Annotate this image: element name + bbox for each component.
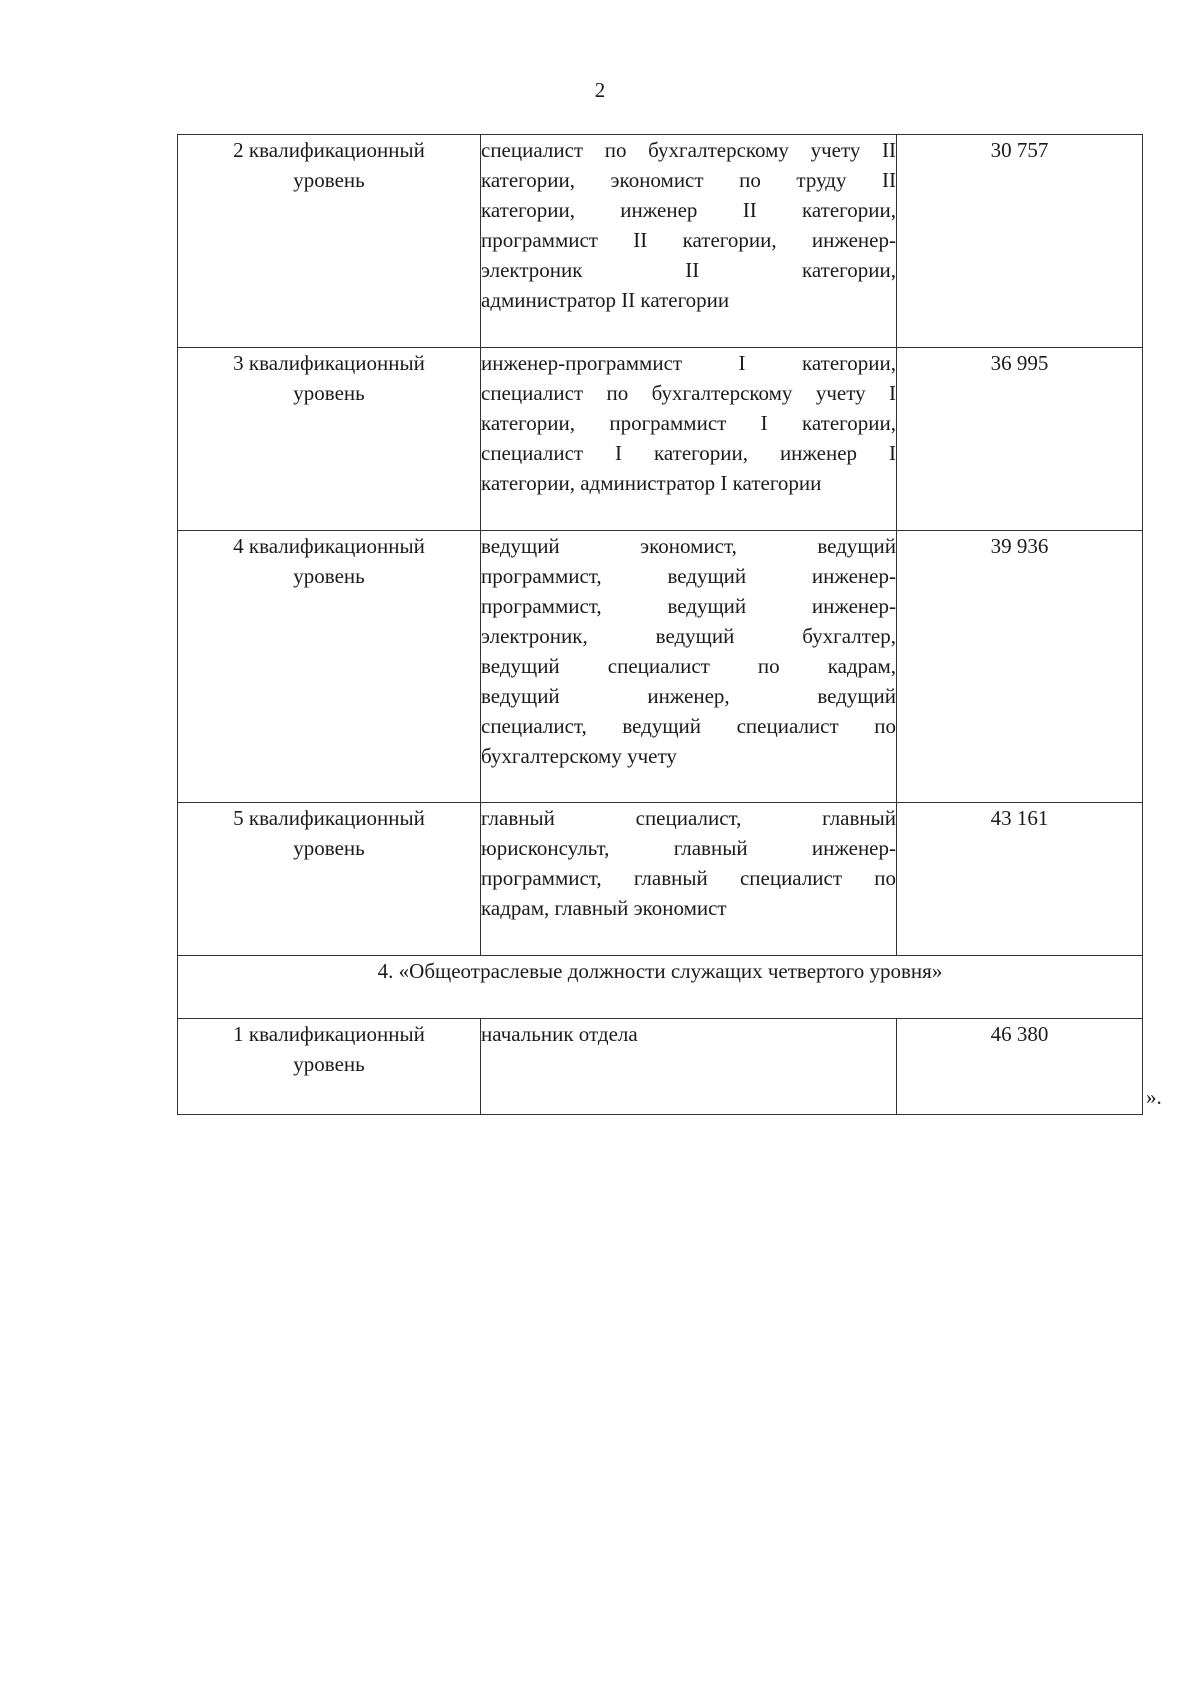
table-row (178, 803, 1143, 956)
position-text-line: юрисконсульт, главный инженер- (481, 836, 896, 860)
salary-cell: 36 995 (897, 348, 1143, 531)
positions-cell (481, 135, 897, 348)
salary-cell: 43 161 (897, 803, 1143, 956)
position-text-line: специалист по бухгалтерскому учету II (481, 138, 896, 162)
positions-cell (481, 531, 897, 803)
positions-cell (481, 803, 897, 956)
position-text-line: администратор II категории (481, 288, 730, 312)
positions-cell (481, 348, 897, 531)
salary-cell: 46 380 (897, 1019, 1143, 1115)
position-text-line: специалист, ведущий специалист по (481, 714, 896, 738)
salary-cell: 30 757 (897, 135, 1143, 348)
qualification-level-label: 4 квалификационный (233, 534, 425, 558)
position-text-line: бухгалтерскому учету (481, 744, 677, 768)
table-row (178, 135, 1143, 348)
position-text-line: категории, экономист по труду II (481, 168, 896, 192)
position-text-line: программист, ведущий инженер- (481, 564, 896, 588)
salary-table (177, 134, 1143, 1115)
qualification-level-label: уровень (293, 564, 365, 588)
qualification-level-label: уровень (293, 168, 365, 192)
qualification-level-label: уровень (293, 1052, 365, 1076)
positions-cell (481, 1019, 897, 1115)
position-text-line: категории, администратор I категории (481, 471, 822, 495)
table-row (178, 1019, 1143, 1115)
qualification-level-cell (178, 1019, 481, 1115)
salary-cell: 39 936 (897, 531, 1143, 803)
position-text-line: ведущий инженер, ведущий (481, 684, 896, 708)
qualification-level-label: уровень (293, 381, 365, 405)
position-text-line: ведущий специалист по кадрам, (481, 654, 896, 678)
qualification-level-cell (178, 348, 481, 531)
closing-quote-mark: ». (1146, 1085, 1162, 1109)
qualification-level-label: 1 квалификационный (233, 1022, 425, 1046)
position-text-line: начальник отдела (481, 1022, 638, 1046)
qualification-level-cell (178, 531, 481, 803)
qualification-level-cell (178, 803, 481, 956)
qualification-level-label: уровень (293, 836, 365, 860)
position-text-line: специалист I категории, инженер I (481, 441, 896, 465)
position-text-line: электроник II категории, (481, 258, 896, 282)
position-text-line: программист, ведущий инженер- (481, 594, 896, 618)
page-number: 2 (594, 78, 606, 102)
table-row (178, 531, 1143, 803)
position-text-line: специалист по бухгалтерскому учету I (481, 381, 896, 405)
position-text-line: программист II категории, инженер- (481, 228, 896, 252)
qualification-level-label: 5 квалификационный (233, 806, 425, 830)
position-text-line: ведущий экономист, ведущий (481, 534, 896, 558)
position-text-line: категории, программист I категории, (481, 411, 896, 435)
qualification-level-cell (178, 135, 481, 348)
position-text-line: кадрам, главный экономист (481, 896, 727, 920)
position-text-line: категории, инженер II категории, (481, 198, 896, 222)
position-text-line: электроник, ведущий бухгалтер, (481, 624, 896, 648)
group-heading: 4. «Общеотраслевые должности служащих четвертого уровня» (178, 956, 1143, 1019)
table-row (178, 956, 1143, 1019)
qualification-level-label: 3 квалификационный (233, 351, 425, 375)
table-row (178, 348, 1143, 531)
position-text-line: главный специалист, главный (481, 806, 896, 830)
position-text-line: программист, главный специалист по (481, 866, 896, 890)
position-text-line: инженер-программист I категории, (481, 351, 896, 375)
qualification-level-label: 2 квалификационный (233, 138, 425, 162)
